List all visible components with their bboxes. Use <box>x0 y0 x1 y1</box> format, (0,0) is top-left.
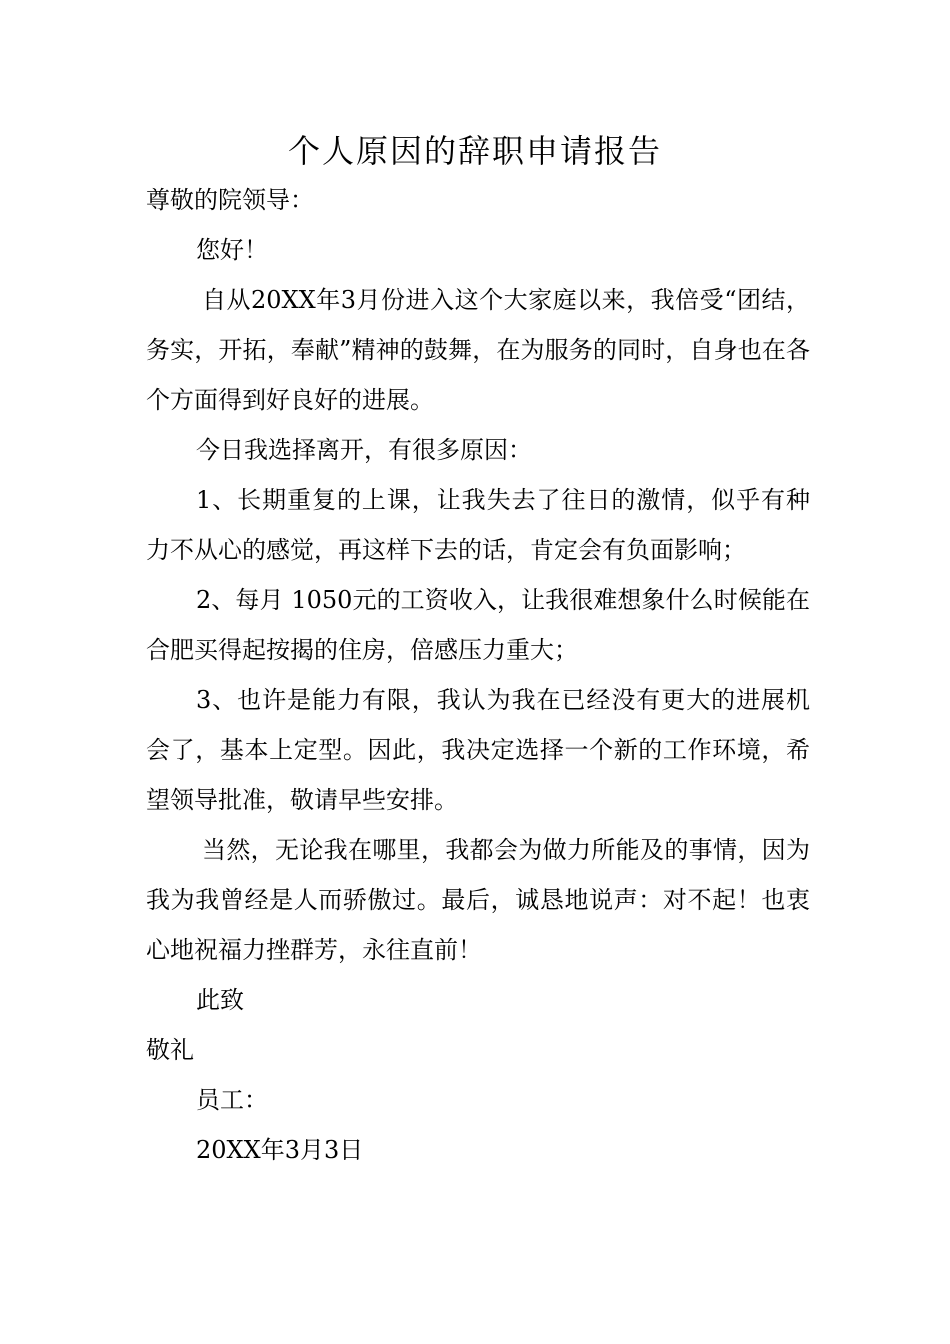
document-date: 20XX年3月3日 <box>196 1136 364 1164</box>
paragraph-reasons: 今日我选择离开，有很多原因： <box>196 436 532 464</box>
paragraph-intro: 自从20XX年3月份进入这个大家庭以来，我倍受“团结，务实，开拓，奉献”精神的鼓舞，在为服务的同时，自身也在各个方面得到好良好的进展。 <box>146 286 810 414</box>
signature-label: 员工： <box>196 1086 268 1114</box>
document-body <box>146 175 810 1175</box>
closing-respect: 敬礼 <box>146 1036 194 1064</box>
document-title: 个人原因的辞职申请报告 <box>287 132 662 170</box>
closing-phrase: 此致 <box>196 986 244 1014</box>
paragraph-reason-1: 1、长期重复的上课，让我失去了往日的激情，似乎有种力不从心的感觉，再这样下去的话，肯定会有负面影响； <box>146 486 810 564</box>
paragraph-reason-3: 3、也许是能力有限，我认为我在已经没有更大的进展机会了，基本上定型。因此，我决定选择一个新的工作环境，希望领导批准，敬请早些安排。 <box>146 686 810 814</box>
salutation: 尊敬的院领导： <box>146 186 314 214</box>
paragraph-closing: 当然，无论我在哪里，我都会为做力所能及的事情，因为我为我曾经是人而骄傲过。最后，诚恳地说声：对不起！也衷心地祝福力挫群芳，永往直前！ <box>146 836 810 964</box>
greeting: 您好！ <box>196 236 268 264</box>
paragraph-reason-2: 2、每月 1050元的工资收入，让我很难想象什么时候能在合肥买得起按揭的住房，倍感压力重大； <box>146 586 810 664</box>
